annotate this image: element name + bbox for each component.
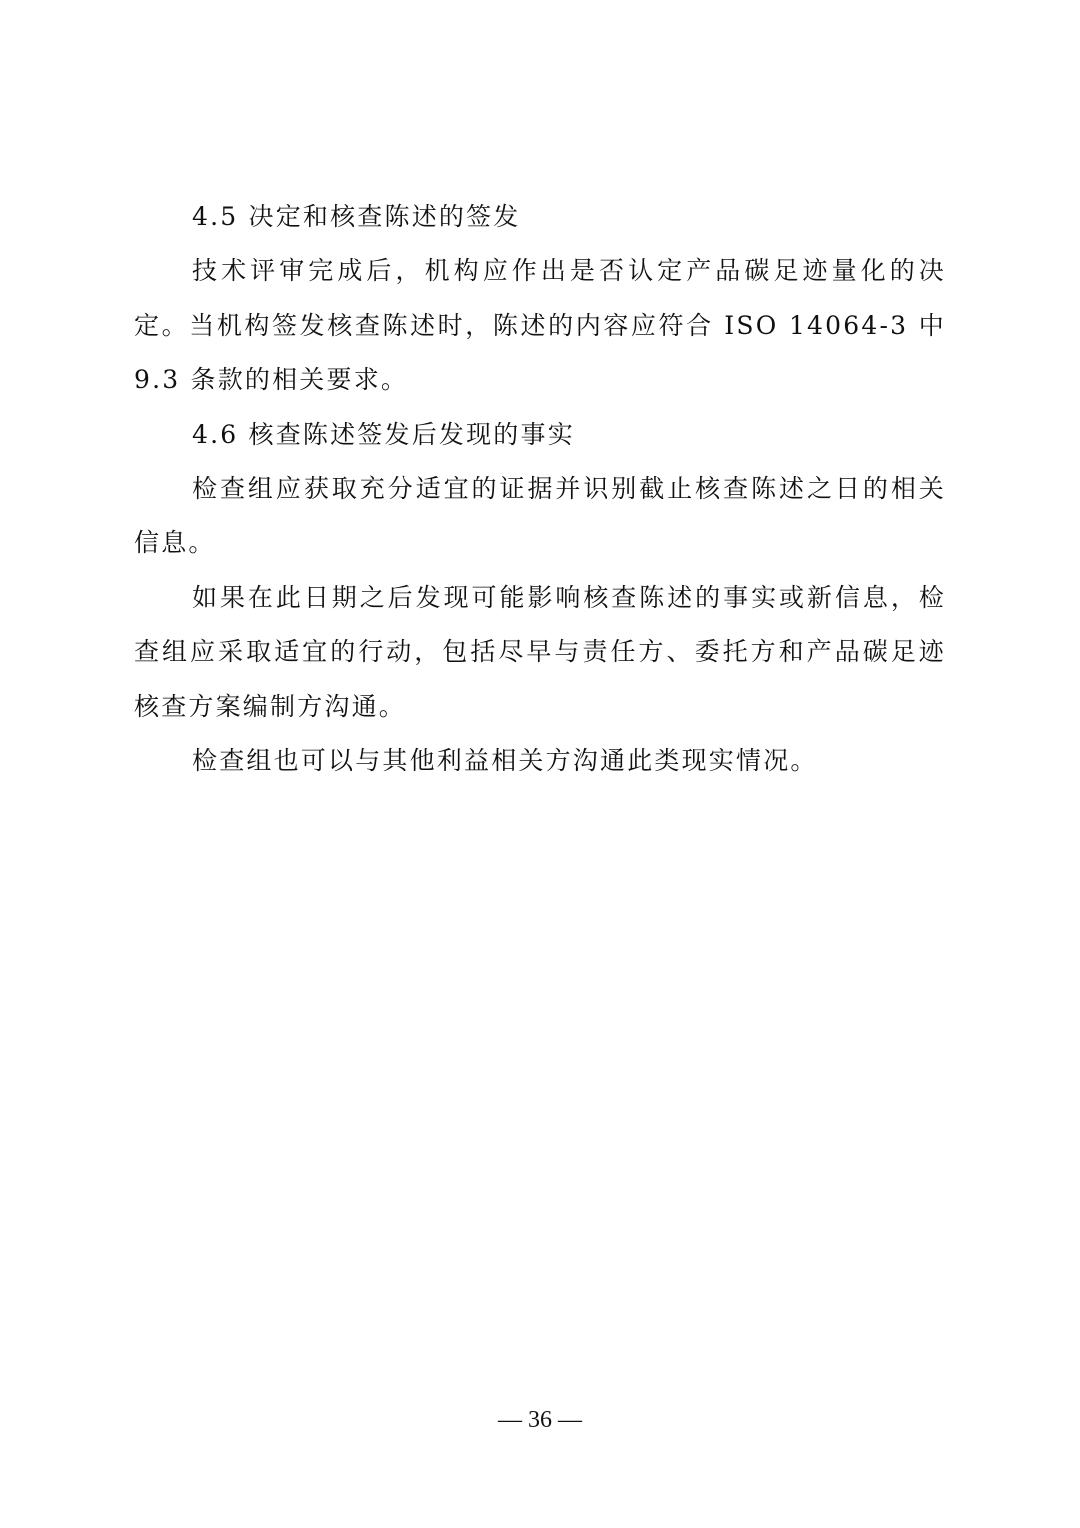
paragraph-decision-issuance: 技术评审完成后，机构应作出是否认定产品碳足迹量化的决定。当机构签发核查陈述时，陈述的内容应符合 ISO 14064-3 中 9.3 条款的相关要求。 [134, 256, 946, 395]
page-body [134, 190, 946, 788]
paragraph-new-facts-action: 如果在此日期之后发现可能影响核查陈述的事实或新信息，检查组应采取适宜的行动，包括尽早与责任方、委托方和产品碳足迹核查方案编制方沟通。 [134, 582, 946, 721]
section-heading-4-6: 4.6 核查陈述签发后发现的事实 [192, 419, 575, 449]
section-heading-4-5: 4.5 决定和核查陈述的签发 [192, 202, 521, 231]
paragraph-other-stakeholders: 检查组也可以与其他利益相关方沟通此类现实情况。 [192, 746, 818, 776]
page-number: — 36 — [498, 1407, 582, 1433]
paragraph-evidence-info: 检查组应获取充分适宜的证据并识别截止核查陈述之日的相关信息。 [134, 474, 946, 558]
